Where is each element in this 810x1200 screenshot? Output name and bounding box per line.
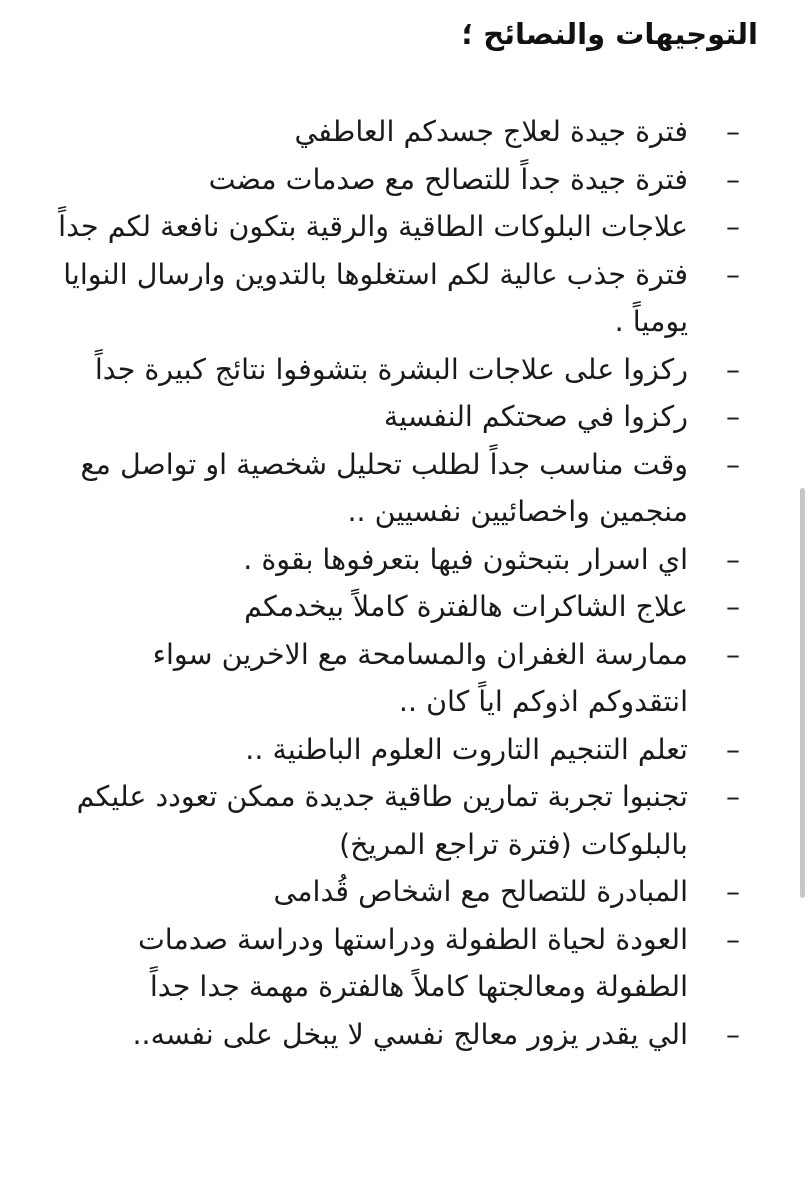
dash-bullet: – [726,115,740,148]
list-item-14 [0,916,810,1011]
list-item-12 [0,773,810,868]
list-item-8 [0,536,810,584]
dash-bullet: – [726,922,740,956]
dash-bullet: – [726,542,740,576]
list-item-9 [0,583,810,631]
list-item-3 [0,203,810,251]
dash-bullet: – [726,1017,740,1051]
list-item-text: ركزوا على علاجات البشرة بتشوفوا نتائج كبيرة جداً [94,352,688,386]
dash-bullet: – [726,875,740,908]
list-item-text: وقت مناسب جداً لطلب تحليل شخصية او تواصل مع منجمين واخصائيين نفسيين .. [80,447,688,528]
list-item-text: تعلم التنجيم التاروت العلوم الباطنية .. [245,732,688,766]
list-item-text: علاج الشاكرات هالفترة كاملاً بيخدمكم [244,590,688,623]
dash-bullet: – [726,732,740,766]
list-item-text: العودة لحياة الطفولة ودراستها ودراسة صدمات الطفولة ومعالجتها كاملاً هالفترة مهمة جدا جداً [137,922,688,1003]
list-item-text: تجنبوا تجربة تمارين طاقية جديدة ممكن تعودد عليكم بالبلوكات (فترة تراجع المريخ) [76,780,688,861]
dash-bullet: – [726,352,740,386]
list-item-13 [0,868,810,916]
list-item-text: ركزوا في صحتكم النفسية [383,400,688,433]
list-item-10 [0,631,810,726]
dash-bullet: – [726,637,740,671]
dash-bullet: – [726,447,740,481]
list-item-11 [0,726,810,774]
dash-bullet: – [726,162,740,196]
vertical-scrollbar[interactable] [800,488,805,898]
list-item-6 [0,393,810,441]
page-title: التوجيهات والنصائح ؛ [461,17,758,51]
list-item-text: اي اسرار بتبحثون فيها بتعرفوها بقوة . [243,542,688,576]
dash-bullet: – [726,780,740,813]
list-item-15 [0,1011,810,1059]
dash-bullet: – [726,400,740,433]
list-item-7 [0,441,810,536]
list-item-5 [0,346,810,394]
list-item-text: الي يقدر يزور معالج نفسي لا يبخل على نفسه.. [132,1017,688,1051]
dash-bullet: – [726,590,740,623]
list-item-text: فترة جيدة لعلاج جسدكم العاطفي [294,115,688,148]
advice-list [0,108,810,1058]
dash-bullet: – [726,257,740,291]
list-item-text: ممارسة الغفران والمسامحة مع الاخرين سواء انتقدوكم اذوكم اياً كان .. [152,637,688,718]
list-item-2 [0,156,810,204]
list-item-text: فترة جذب عالية لكم استغلوها بالتدوين وارسال النوايا يومياً . [63,257,688,338]
list-item-text: فترة جيدة جداً للتصالح مع صدمات مضت [208,162,688,196]
list-item-4 [0,251,810,346]
list-item-1 [0,108,810,156]
list-item-text: علاجات البلوكات الطاقية والرقية بتكون نافعة لكم جداً [58,210,688,243]
dash-bullet: – [726,210,740,243]
list-item-text: المبادرة للتصالح مع اشخاص قُدامى [273,875,688,908]
